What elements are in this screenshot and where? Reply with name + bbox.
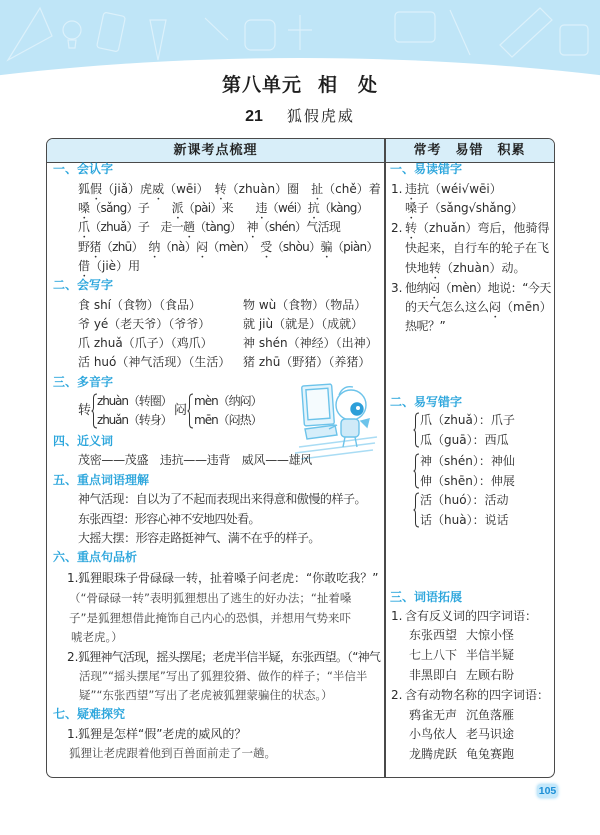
polyphone-reading: mēn（闷热） <box>194 413 262 427</box>
emphasized-char: 违 <box>405 182 418 196</box>
section-heading-synonyms: 四、近义词 <box>53 434 114 448</box>
item-number: 2. <box>391 688 403 702</box>
recognize-chars-line <box>78 218 340 236</box>
sentence-analysis: （“骨碌碌一转”表明狐狸想出了逃生的好办法；“扯着嗓 <box>69 591 352 605</box>
emphasized-char: 派 <box>171 201 183 215</box>
item-number: 1. <box>391 609 403 623</box>
section-heading-polyphones: 三、多音字 <box>53 375 114 389</box>
section-heading-recognize-chars: 一、会认字 <box>53 162 114 176</box>
idiom: 小鸟依人 <box>409 727 458 741</box>
text-segment: （wēi） <box>164 182 215 196</box>
emphasized-char: 闷 <box>489 300 502 314</box>
study-table <box>46 138 555 778</box>
brace-icon <box>413 412 420 448</box>
emphasized-char: 趟 <box>182 220 195 234</box>
key-word-definition: 东张西望：形容心神不安地四处看。 <box>78 512 260 526</box>
text-segment: 野 <box>78 240 90 254</box>
item-number: 1. <box>67 727 79 741</box>
text-segment: （chě）着 <box>323 182 381 196</box>
recognize-chars-line <box>78 199 368 217</box>
write-chars-item: 爪 zhuǎ（爪子）（鸡爪） <box>78 336 213 350</box>
text-segment: （zhū） <box>100 240 149 254</box>
text-segment: 子（sǎng√shǎng） <box>416 201 523 215</box>
page-number: 105 <box>538 785 557 797</box>
polyphone-reading: zhuàn（转圈） <box>97 394 172 408</box>
text-segment: （mèn）地说：“今天 <box>439 281 551 295</box>
sentence-analysis: 疑”“东张西望”写出了老虎被狐狸蒙骗住的状态。） <box>79 688 333 702</box>
recognize-chars-line <box>78 238 378 256</box>
text-segment: 狐 <box>78 182 91 196</box>
text-segment: （zhuǎn）弯后，他骑得 <box>417 221 550 235</box>
misread-line <box>405 219 551 237</box>
lesson-number: 21 <box>245 108 263 125</box>
text-segment: （mēn） <box>501 300 552 314</box>
emphasized-char: 纳 <box>148 240 160 254</box>
key-sentence: 狐狸神气活现，摇头摆尾；老虎半信半疑，东张西望。（“神气 <box>78 650 381 664</box>
key-sentence: 狐狸眼珠子骨碌碌一转，扯着嗓子问老虎：“你敢吃我？” <box>78 571 379 585</box>
emphasized-char: 转 <box>429 261 442 275</box>
idiom: 七上八下 <box>409 648 458 662</box>
misread-line <box>405 180 517 198</box>
brace-icon <box>413 453 420 489</box>
emphasized-char: 嗓 <box>78 201 90 215</box>
section-heading-misread-chars: 一、易读错字 <box>390 162 463 176</box>
idiom: 左顾右盼 <box>466 668 515 682</box>
sentence-analysis: 唬老虎。） <box>71 630 123 644</box>
inquiry-question: 狐狸是怎样“假”老虎的威风的？ <box>78 727 247 741</box>
emphasized-char: 违 <box>255 201 267 215</box>
text-segment: （piàn） <box>331 240 378 254</box>
text-segment: （zhuǎ）子 走一 <box>89 220 183 234</box>
synonyms-line: 茂密——茂盛 违抗——违背 威风——雄风 <box>78 453 313 467</box>
section-heading-inquiry: 七、疑难探究 <box>53 707 126 721</box>
text-segment: （jiǎ）虎 <box>102 182 153 196</box>
text-segment: 快起来，自行车的轮子在飞 <box>405 241 550 255</box>
emphasized-char: 神 <box>246 220 258 234</box>
brace-icon <box>413 492 420 528</box>
misread-line <box>405 279 551 297</box>
emphasized-char: 转 <box>405 221 418 235</box>
miswritten-item: 神（shén）：神仙 <box>420 454 515 468</box>
brace-icon <box>187 393 194 429</box>
section-heading-write-chars: 二、会写字 <box>53 278 114 292</box>
item-number: 2. <box>391 221 403 235</box>
emphasized-char: 爪 <box>78 220 90 234</box>
sentence-analysis: 活现”“摇头摆尾”写出了狐狸狡猾、做作的样子；“半信半 <box>79 669 368 683</box>
emphasized-char: 转 <box>214 182 227 196</box>
idiom: 老马识途 <box>466 727 515 741</box>
idiom: 非黑即白 <box>409 668 458 682</box>
text-segment: （zhuàn）动。 <box>441 261 526 275</box>
misread-line <box>405 199 523 217</box>
recognize-chars-line <box>78 257 158 275</box>
emphasized-char: 受 <box>260 240 272 254</box>
idiom: 东张西望 <box>409 628 458 642</box>
unit-label: 第八单元 <box>221 74 302 96</box>
idiom: 沉鱼落雁 <box>466 708 515 722</box>
text-segment: （sǎng）子 <box>89 201 172 215</box>
emphasized-char: 闷 <box>428 281 440 295</box>
write-chars-item: 猪 zhū（野猪）（养猪） <box>243 355 371 369</box>
text-segment: （nà） <box>159 240 197 254</box>
misread-line <box>405 239 551 257</box>
text-segment: 抗（wéi√wēi） <box>417 182 502 196</box>
polyphone-reading: zhuǎn（转身） <box>97 413 172 427</box>
item-number: 1. <box>67 571 79 585</box>
unit-title <box>0 70 600 97</box>
top-banner <box>0 0 600 120</box>
emphasized-char: 假 <box>90 182 103 196</box>
miswritten-item: 瓜（guā）：西瓜 <box>420 433 509 447</box>
column-divider <box>384 139 386 777</box>
section-heading-miswritten-chars: 二、易写错字 <box>390 395 463 409</box>
idiom: 半信半疑 <box>466 648 515 662</box>
text-segment: （shòu） <box>271 240 321 254</box>
text-segment: （tàng） <box>194 220 247 234</box>
key-word-definition: 大摇大摆：形容走路挺神气、满不在乎的样子。 <box>78 531 320 545</box>
write-chars-item: 爷 yé（老天爷）（爷爷） <box>78 317 211 331</box>
item-number: 2. <box>67 650 79 664</box>
write-chars-item: 就 jiù（就是）（成就） <box>243 317 364 331</box>
emphasized-char: 闷 <box>196 240 208 254</box>
text-segment: 的天气怎么这么 <box>405 300 490 314</box>
polyphone-reading: mèn（纳闷） <box>194 394 262 408</box>
left-column-title: 新课考点梳理 <box>173 143 258 158</box>
idiom: 鸦雀无声 <box>409 708 458 722</box>
table-header-row <box>47 139 554 163</box>
text-segment: 快地 <box>405 261 430 275</box>
text-segment: （kàng） <box>318 201 368 215</box>
emphasized-char: 猪 <box>89 240 101 254</box>
text-segment: （jiè）用 <box>90 259 141 273</box>
misread-line <box>405 298 551 316</box>
misread-line <box>405 317 445 335</box>
polyphone-char: 转 <box>78 403 92 418</box>
section-heading-key-sentences: 六、重点句品析 <box>53 550 138 564</box>
emphasized-char: 嗓 <box>405 201 417 215</box>
miswritten-item: 爪（zhuǎ）：爪子 <box>420 413 515 427</box>
text-segment: （pài）来 <box>182 201 256 215</box>
text-segment: （zhuàn）圈 <box>226 182 312 196</box>
text-segment: （wéi） <box>266 201 308 215</box>
idiom: 龙腾虎跃 <box>409 747 458 761</box>
polyphone-char: 闷 <box>174 403 188 418</box>
word-category: 含有动物名称的四字词语： <box>405 688 550 702</box>
emphasized-char: 扯 <box>311 182 324 196</box>
emphasized-char: 骗 <box>320 240 332 254</box>
misread-line <box>405 259 525 277</box>
unit-theme: 相 处 <box>318 74 379 96</box>
idiom: 大惊小怪 <box>466 628 515 642</box>
write-chars-item: 物 wù（食物）（物品） <box>243 298 367 312</box>
key-word-definition: 神气活现：自以为了不起而表现出来得意和傲慢的样子。 <box>78 492 367 506</box>
text-segment: （shén）气活现 <box>257 220 341 234</box>
sentence-analysis: 子”是狐狸想借此掩饰自己内心的恐惧，并想用气势来吓 <box>69 611 351 625</box>
lesson-name: 狐假虎威 <box>286 107 355 125</box>
section-heading-word-expansion: 三、词语拓展 <box>390 590 463 604</box>
idiom: 龟兔赛跑 <box>466 747 515 761</box>
item-number: 3. <box>391 281 403 295</box>
section-heading-key-words: 五、重点词语理解 <box>53 473 150 487</box>
inquiry-answer: 狐狸让老虎跟着他到百兽面前走了一趟。 <box>69 746 276 760</box>
emphasized-char: 借 <box>78 259 91 273</box>
miswritten-item: 伸（shēn）：伸展 <box>420 474 515 488</box>
miswritten-item: 活（huó）：活动 <box>420 493 509 507</box>
right-column-title: 常考 易错 积累 <box>413 143 526 158</box>
text-segment: 热呢？” <box>405 319 446 333</box>
item-number: 1. <box>391 182 403 196</box>
emphasized-char: 抗 <box>307 201 319 215</box>
text-segment: （mèn） <box>207 240 261 254</box>
write-chars-item: 食 shí（食物）（食品） <box>78 298 202 312</box>
lesson-title <box>0 105 600 126</box>
write-chars-item: 活 huó（神气活现）（生活） <box>78 355 231 369</box>
miswritten-item: 话（huà）：说话 <box>420 513 509 527</box>
word-category: 含有反义词的四字词语： <box>405 609 538 623</box>
write-chars-item: 神 shén（神经）（出神） <box>243 336 378 350</box>
text-segment: 他纳 <box>405 281 429 295</box>
recognize-chars-line <box>78 180 380 198</box>
emphasized-char: 威 <box>152 182 165 196</box>
